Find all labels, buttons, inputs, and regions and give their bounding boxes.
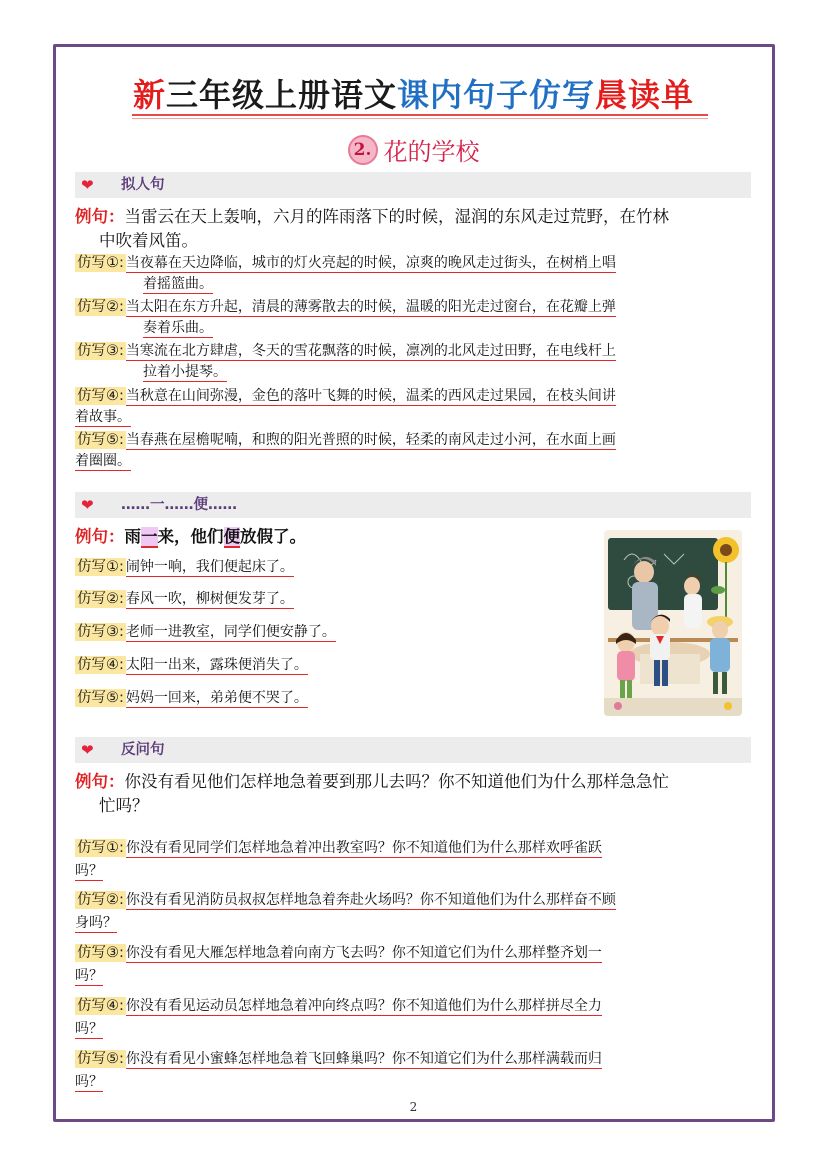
section-band-rhetorical xyxy=(75,737,751,763)
practice-text: 吗？ xyxy=(75,968,103,984)
practice-tag: 仿写⑤: xyxy=(77,1051,124,1067)
example-part: 来，他们 xyxy=(157,527,224,546)
practice-item xyxy=(75,620,336,641)
practice-text: 你没有看见大雁怎样地急着向南方飞去吗？你不知道它们为什么那样整齐划一 xyxy=(125,945,602,961)
practice-item xyxy=(75,1047,602,1068)
practice-text: 老师一进教室，同学们便安静了。 xyxy=(125,624,336,640)
example-sentence-cont xyxy=(99,792,149,816)
section-band-personification xyxy=(75,172,751,198)
practice-text: 你没有看见小蜜蜂怎样地急着飞回蜂巢吗？你不知道它们为什么那样满载而归 xyxy=(125,1051,602,1067)
practice-tag: 仿写⑤: xyxy=(77,690,124,706)
example-sentence xyxy=(75,203,669,227)
practice-text: 妈妈一回来，弟弟便不哭了。 xyxy=(125,690,308,706)
practice-item-cont xyxy=(143,361,227,381)
practice-item xyxy=(75,587,294,608)
practice-item-cont xyxy=(75,860,103,880)
practice-item-cont xyxy=(143,317,213,337)
title-part-4: 晨读单 xyxy=(595,76,695,114)
practice-text: 太阳一出来，露珠便消失了。 xyxy=(125,657,308,673)
practice-text: 春风一吹，柳树便发芽了。 xyxy=(125,591,294,607)
practice-item-cont xyxy=(143,273,213,293)
example-sentence xyxy=(75,768,669,792)
practice-item xyxy=(75,251,616,272)
practice-item-cont xyxy=(75,1071,103,1091)
title-part-1: 新 xyxy=(132,76,166,114)
practice-text: 着圈圈。 xyxy=(75,453,131,469)
practice-tag: 仿写①: xyxy=(77,840,124,856)
practice-item-cont xyxy=(75,406,131,426)
practice-text: 着摇篮曲。 xyxy=(143,276,213,292)
practice-item xyxy=(75,384,616,405)
example-sentence-cont xyxy=(99,227,198,251)
heart-icon: ❤ xyxy=(81,176,94,194)
lesson-number-badge: 2. xyxy=(348,135,378,165)
practice-item xyxy=(75,555,294,576)
practice-item xyxy=(75,295,616,316)
practice-tag: 仿写②: xyxy=(77,591,124,607)
section-heading: ……一……便…… xyxy=(121,497,237,513)
practice-text: 当太阳在东方升起，清晨的薄雾散去的时候，温暖的阳光走过窗台，在花瓣上弹 xyxy=(125,299,616,315)
practice-tag: 仿写②: xyxy=(77,892,124,908)
practice-tag: 仿写②: xyxy=(77,299,124,315)
practice-text: 你没有看见同学们怎样地急着冲出教室吗？你不知道他们为什么那样欢呼雀跃 xyxy=(125,840,602,856)
practice-item-cont xyxy=(75,965,103,985)
lesson-heading xyxy=(0,132,827,167)
practice-text: 吗？ xyxy=(75,1021,103,1037)
practice-item xyxy=(75,428,616,449)
practice-tag: 仿写③: xyxy=(77,343,124,359)
page-title xyxy=(0,70,827,116)
section-heading: 反问句 xyxy=(121,742,165,758)
practice-item xyxy=(75,994,602,1015)
title-part-2: 三年级上册语文 xyxy=(165,76,397,114)
practice-tag: 仿写⑤: xyxy=(77,432,124,448)
practice-text: 身吗？ xyxy=(75,915,117,931)
example-label: 例句： xyxy=(75,772,125,791)
practice-tag: 仿写①: xyxy=(77,559,124,575)
heart-icon: ❤ xyxy=(81,741,94,759)
section-heading: 拟人句 xyxy=(121,177,165,193)
example-text-line1: 你没有看见他们怎样地急着要到那儿去吗？你不知道他们为什么那样急急忙 xyxy=(124,772,669,791)
example-keyword: 一 xyxy=(141,527,158,546)
practice-text: 着故事。 xyxy=(75,409,131,425)
practice-item xyxy=(75,653,308,674)
practice-tag: 仿写④: xyxy=(77,657,124,673)
practice-tag: 仿写①: xyxy=(77,255,124,271)
practice-tag: 仿写④: xyxy=(77,388,124,404)
practice-item xyxy=(75,339,616,360)
practice-item-cont xyxy=(75,450,131,470)
practice-tag: 仿写③: xyxy=(77,624,124,640)
title-part-3: 课内句子仿写 xyxy=(397,76,596,114)
classroom-illustration xyxy=(604,530,742,716)
title-underline xyxy=(132,114,708,116)
practice-item xyxy=(75,888,616,909)
example-part: 放假了。 xyxy=(240,527,306,546)
example-label: 例句： xyxy=(75,527,125,546)
practice-text: 当夜幕在天边降临，城市的灯火亮起的时候，凉爽的晚风走过街头，在树梢上唱 xyxy=(125,255,616,271)
example-text-line2: 忙吗？ xyxy=(99,796,149,815)
example-sentence xyxy=(75,523,306,547)
lesson-name: 花的学校 xyxy=(383,138,480,166)
example-keyword: 便 xyxy=(223,527,240,546)
practice-text: 吗？ xyxy=(75,1074,103,1090)
example-text-line2: 中吹着风笛。 xyxy=(99,231,198,250)
practice-item-cont xyxy=(75,1018,103,1038)
example-label: 例句： xyxy=(75,207,125,226)
practice-text: 奏着乐曲。 xyxy=(143,320,213,336)
practice-text: 吗？ xyxy=(75,863,103,879)
practice-text: 当秋意在山间弥漫，金色的落叶飞舞的时候，温柔的西风走过果园，在枝头间讲 xyxy=(125,388,616,404)
example-part: 雨 xyxy=(124,527,141,546)
section-band-yi-bian xyxy=(75,492,751,518)
practice-item xyxy=(75,686,308,707)
practice-text: 闹钟一响，我们便起床了。 xyxy=(125,559,294,575)
heart-icon: ❤ xyxy=(81,496,94,514)
practice-text: 当寒流在北方肆虐，冬天的雪花飘落的时候，凛冽的北风走过田野，在电线杆上 xyxy=(125,343,616,359)
title-underline-thin xyxy=(132,118,708,119)
practice-item-cont xyxy=(75,912,117,932)
practice-tag: 仿写④: xyxy=(77,998,124,1014)
practice-text: 当春燕在屋檐呢喃，和煦的阳光普照的时候，轻柔的南风走过小河，在水面上画 xyxy=(125,432,616,448)
practice-text: 拉着小提琴。 xyxy=(143,364,227,380)
practice-text: 你没有看见运动员怎样地急着冲向终点吗？你不知道他们为什么那样拼尽全力 xyxy=(125,998,602,1014)
practice-item xyxy=(75,941,602,962)
example-text-line1: 当雷云在天上轰响，六月的阵雨落下的时候，湿润的东风走过荒野，在竹林 xyxy=(124,207,669,226)
practice-text: 你没有看见消防员叔叔怎样地急着奔赴火场吗？你不知道他们为什么那样奋不顾 xyxy=(125,892,616,908)
classroom-illustration-svg xyxy=(604,530,742,716)
practice-item xyxy=(75,836,602,857)
page-number: 2 xyxy=(409,1100,418,1114)
practice-tag: 仿写③: xyxy=(77,945,124,961)
